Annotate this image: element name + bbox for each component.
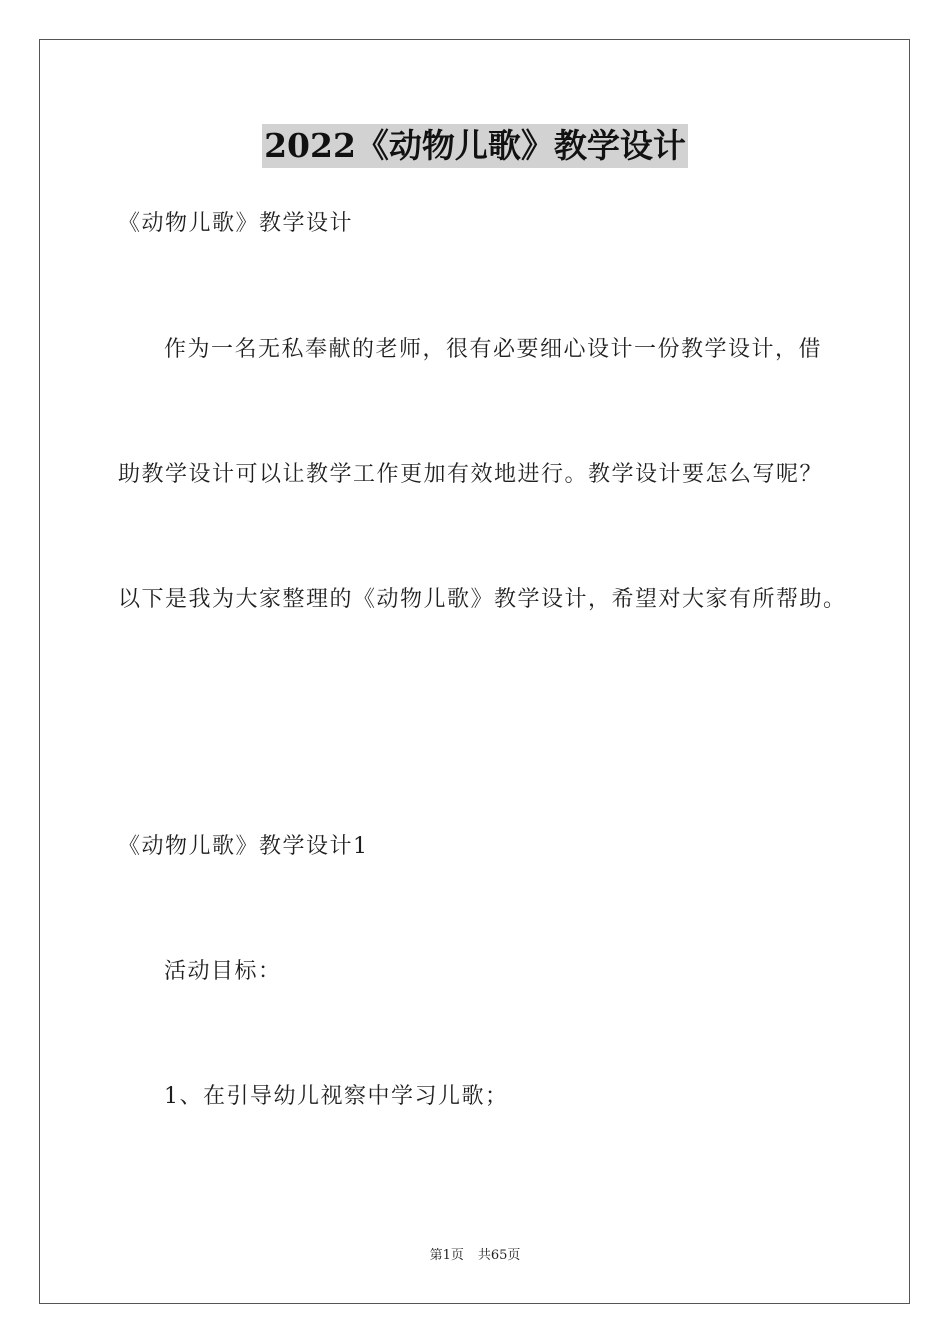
section-heading: 《动物儿歌》教学设计1	[118, 834, 369, 859]
intro-paragraph-line-1: 作为一名无私奉献的老师，很有必要细心设计一份教学设计，借	[164, 337, 823, 362]
goal-item-1: 1、在引导幼儿视察中学习儿歌；	[164, 1084, 509, 1109]
activity-goal-label: 活动目标：	[164, 959, 282, 984]
page-footer	[0, 1247, 950, 1265]
intro-paragraph-line-2: 助教学设计可以让教学工作更加有效地进行。教学设计要怎么写呢？	[118, 462, 824, 487]
title-container	[0, 124, 950, 168]
document-title: 2022《动物儿歌》教学设计	[262, 124, 688, 168]
document-subtitle: 《动物儿歌》教学设计	[118, 211, 354, 236]
page-number-current: 第1页	[429, 1248, 464, 1263]
intro-paragraph-line-3: 以下是我为大家整理的《动物儿歌》教学设计，希望对大家有所帮助。	[118, 587, 847, 612]
page-number-total: 共65页	[477, 1248, 521, 1263]
